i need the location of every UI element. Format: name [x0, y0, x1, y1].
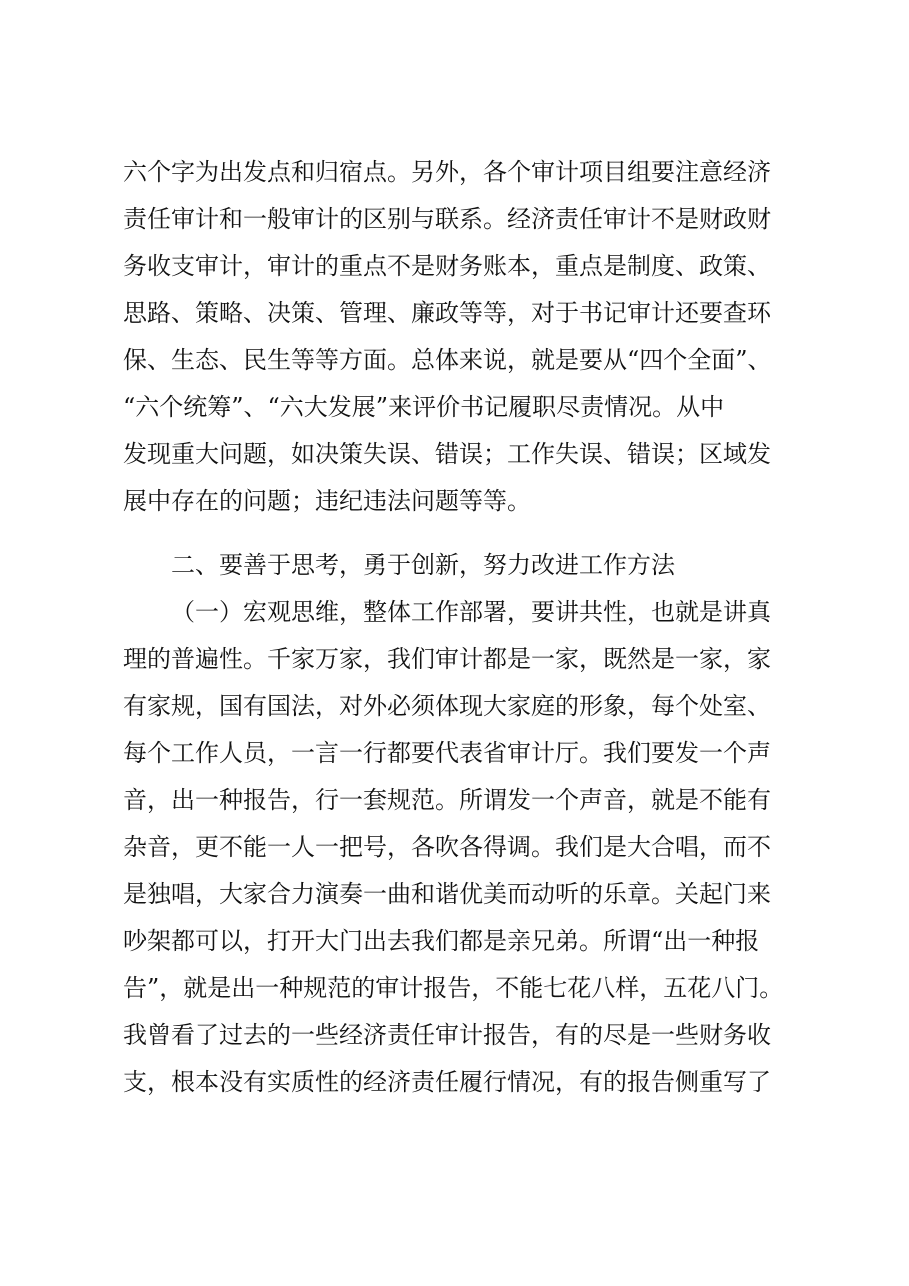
text-line: 责任审计和一般审计的区别与联系。经济责任审计不是财政财 — [123, 205, 771, 233]
text-line: 展中存在的问题；违纪违法问题等等。 — [123, 487, 531, 515]
text-line: 告”，就是出一种规范的审计报告，不能七花八样，五花八门。 — [123, 974, 784, 1002]
text-line: 有家规，国有国法，对外必须体现大家庭的形象，每个处室、 — [123, 692, 771, 720]
text-line: 音，出一种报告，行一套规范。所谓发一个声音，就是不能有 — [123, 786, 771, 814]
text-line: 发现重大问题，如决策失误、错误；工作失误、错误；区域发 — [123, 440, 771, 468]
text-line: 支，根本没有实质性的经济责任履行情况，有的报告侧重写了 — [123, 1068, 771, 1096]
text-line: 思路、策略、决策、管理、廉政等等，对于书记审计还要查环 — [123, 299, 771, 327]
text-line: 保、生态、民生等等方面。总体来说，就是要从“四个全面”、 — [123, 346, 772, 374]
text-line: 理的普遍性。千家万家，我们审计都是一家，既然是一家，家 — [123, 645, 771, 673]
text-line: 每个工作人员，一言一行都要代表省审计厅。我们要发一个声 — [123, 739, 771, 767]
text-line: 六个字为出发点和归宿点。另外，各个审计项目组要注意经济 — [123, 158, 771, 186]
text-line: “六个统筹”、“六大发展”来评价书记履职尽责情况。从中 — [123, 393, 725, 421]
subsection-start-line: （一）宏观思维，整体工作部署，要讲共性，也就是讲真 — [171, 598, 771, 626]
text-line: 吵架都可以，打开大门出去我们都是亲兄弟。所谓“出一种报 — [123, 927, 760, 955]
text-line: 是独唱，大家合力演奏一曲和谐优美而动听的乐章。关起门来 — [123, 880, 771, 908]
section-heading: 二、要善于思考，勇于创新，努力改进工作方法 — [171, 551, 675, 579]
text-line: 杂音，更不能一人一把号，各吹各得调。我们是大合唱，而不 — [123, 833, 771, 861]
text-line: 务收支审计，审计的重点不是财务账本，重点是制度、政策、 — [123, 252, 771, 280]
text-line: 我曾看了过去的一些经济责任审计报告，有的尽是一些财务收 — [123, 1021, 771, 1049]
